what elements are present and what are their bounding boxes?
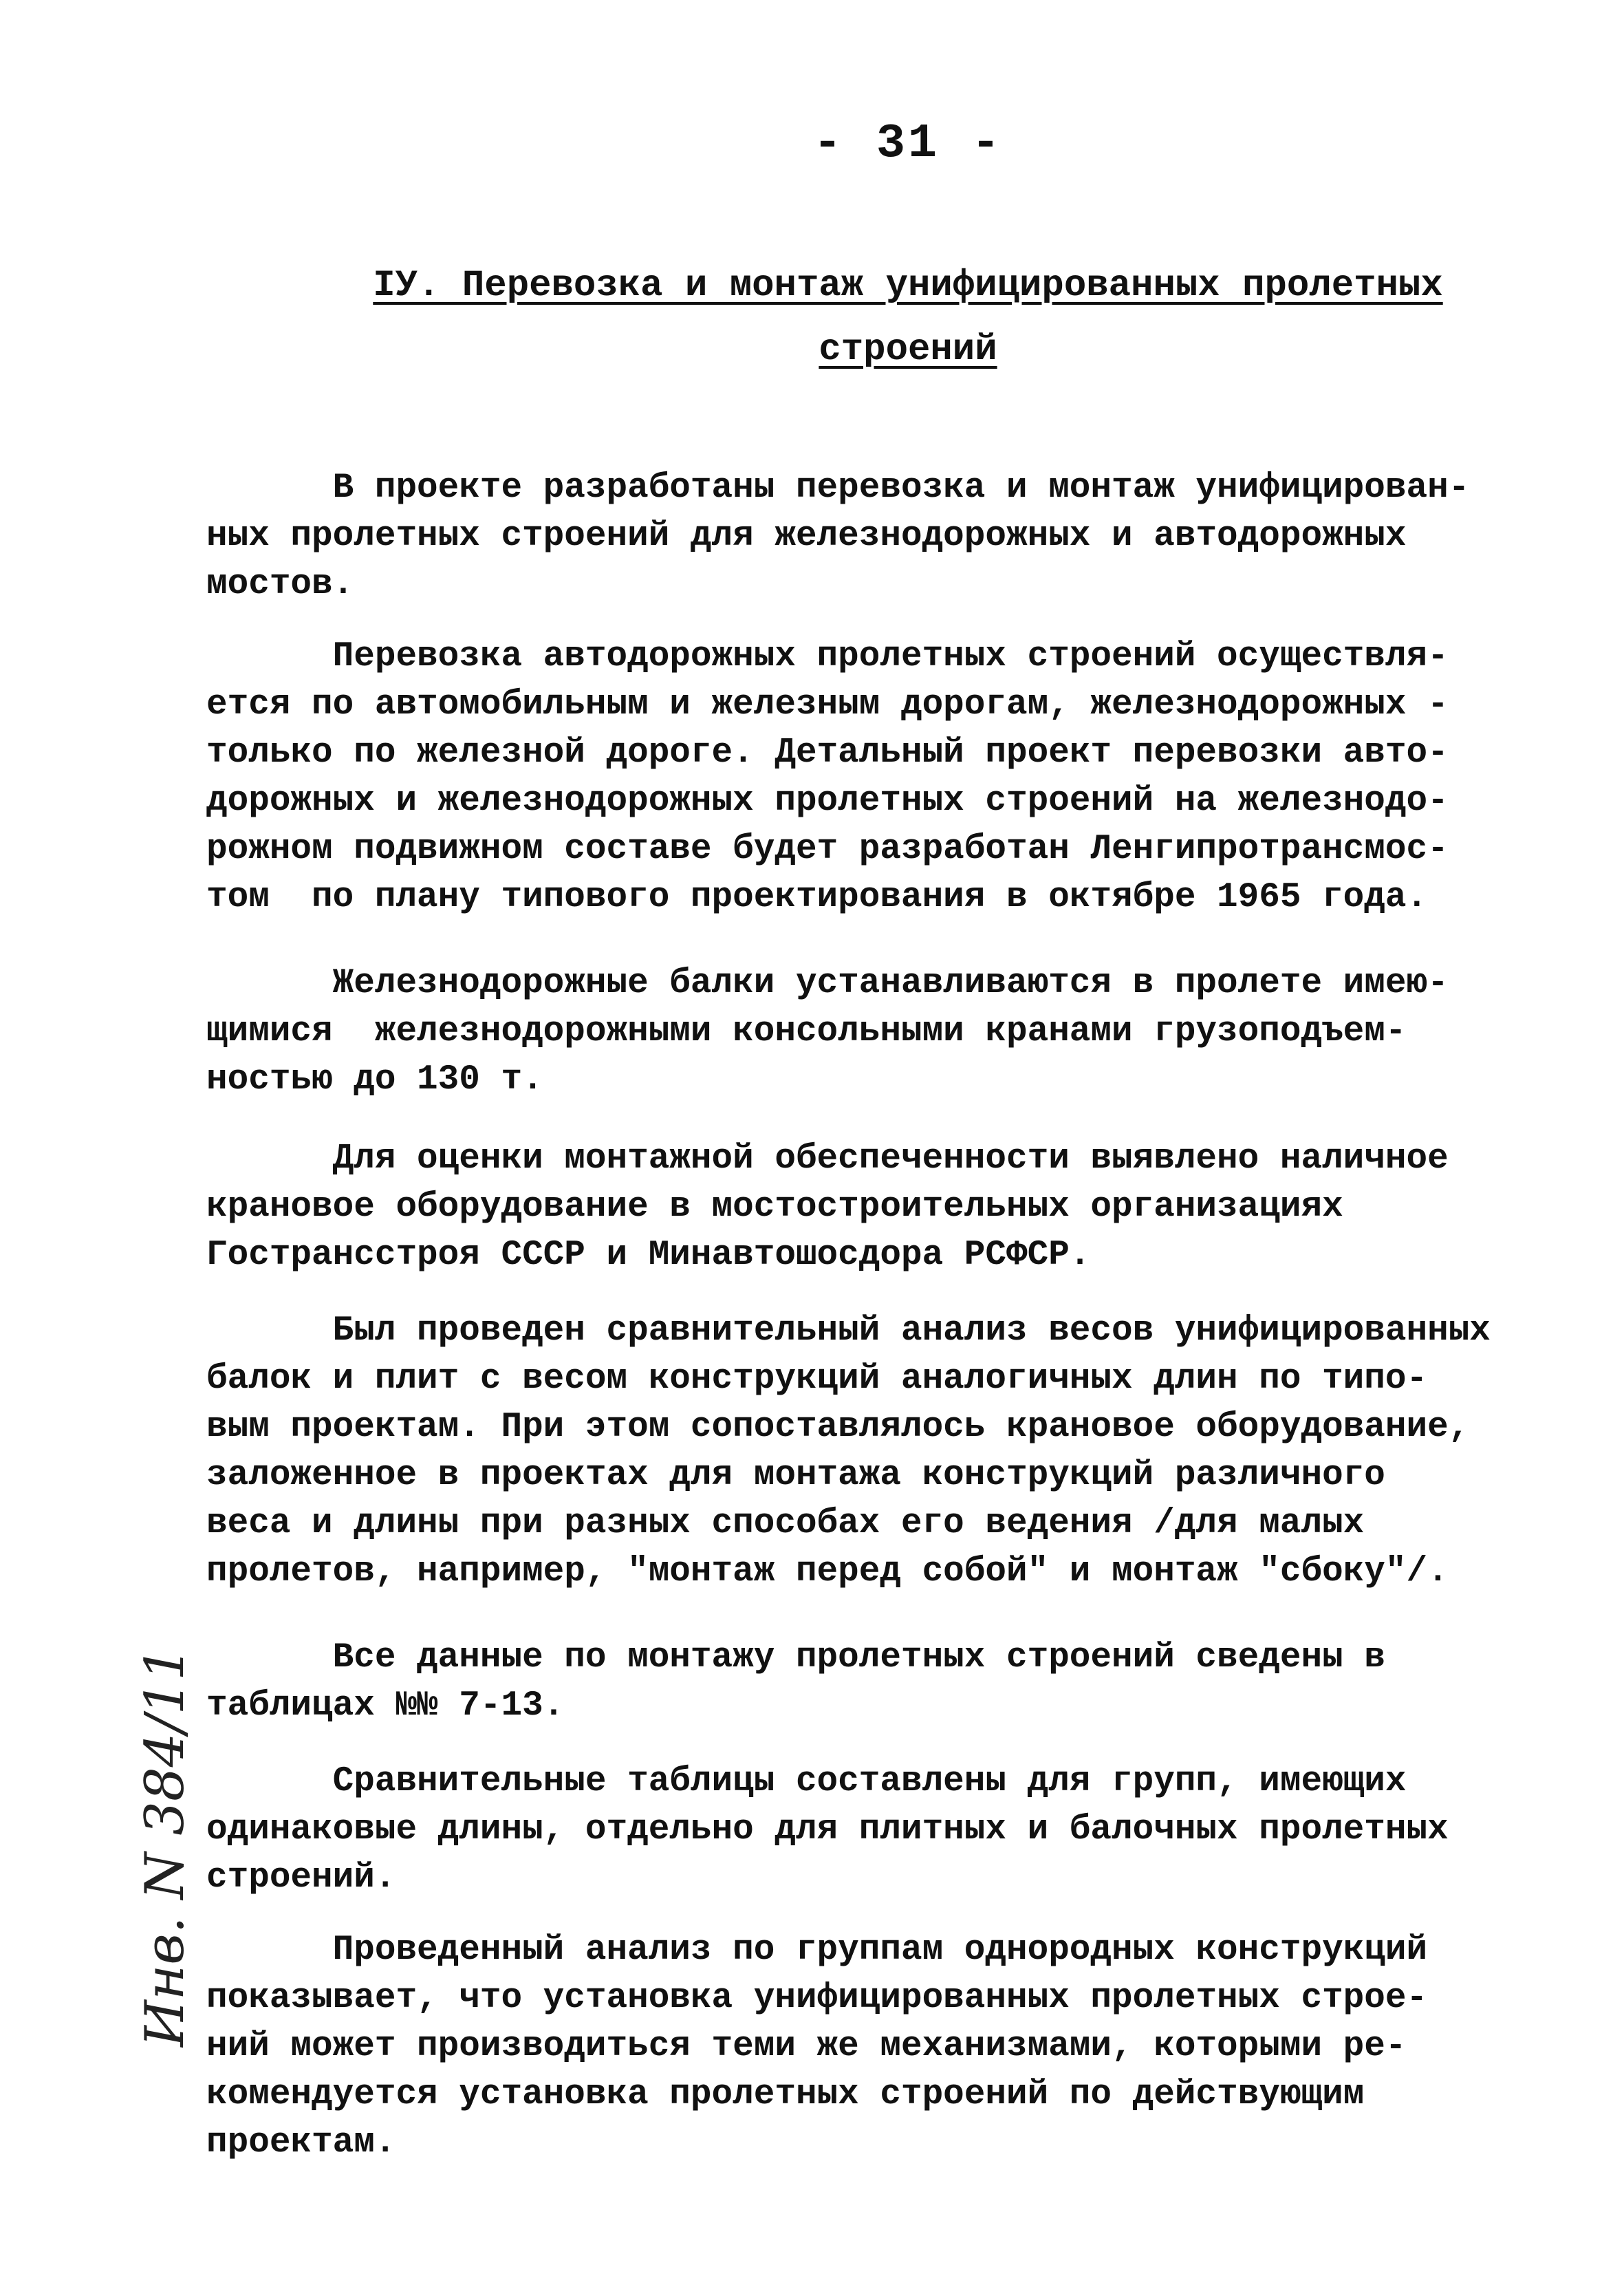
- paragraph-line: проектам.: [206, 2123, 396, 2162]
- paragraph-line: пролетов, например, "монтаж перед собой" и монтаж "сбоку"/.: [206, 1552, 1449, 1591]
- paragraph-line: Для оценки монтажной обеспеченности выявлено наличное: [206, 1139, 1449, 1179]
- paragraph-line: Проведенный анализ по группам однородных конструкций: [206, 1931, 1428, 1970]
- paragraph-line: вым проектам. При этом сопоставлялось крановое оборудование,: [206, 1408, 1470, 1447]
- paragraph-5: [206, 1307, 1500, 1596]
- paragraph-line: крановое оборудование в мостостроительных организациях: [206, 1188, 1343, 1227]
- paragraph-line: строений.: [206, 1858, 396, 1898]
- paragraph-line: Сравнительные таблицы составлены для групп, имеющих: [206, 1762, 1407, 1801]
- inventory-number-note: Инв. N 384/11: [134, 1646, 196, 2047]
- paragraph-6: [206, 1634, 1500, 1730]
- paragraph-2: [206, 633, 1500, 922]
- paragraph-1: [206, 464, 1500, 609]
- paragraph-line: Железнодорожные балки устанавливаются в пролете имею-: [206, 964, 1449, 1003]
- paragraph-line: том по плану типового проектирования в октябре 1965 года.: [206, 878, 1428, 917]
- paragraph-line: только по железной дороге. Детальный проект перевозки авто-: [206, 733, 1449, 773]
- paragraph-line: щимися железнодорожными консольными кранами грузоподъем-: [206, 1012, 1407, 1051]
- paragraph-line: мостов.: [206, 565, 354, 604]
- paragraph-line: таблицах №№ 7-13.: [206, 1686, 565, 1726]
- page-number: - 31 -: [812, 117, 1004, 171]
- paragraph-line: заложенное в проектах для монтажа конструкций различного: [206, 1456, 1385, 1495]
- paragraph-line: ностью до 130 т.: [206, 1060, 543, 1099]
- paragraph-line: комендуется установка пролетных строений по действующим: [206, 2075, 1365, 2114]
- paragraph-line: Гострансстроя СССР и Минавтошосдора РСФСР.: [206, 1236, 1091, 1275]
- paragraph-line: дорожных и железнодорожных пролетных строений на железнодо-: [206, 782, 1449, 821]
- paragraph-7: [206, 1758, 1500, 1902]
- paragraph-8: [206, 1926, 1500, 2167]
- paragraph-line: ных пролетных строений для железнодорожных и автодорожных: [206, 517, 1407, 556]
- paragraph-line: веса и длины при разных способах его ведения /для малых: [206, 1504, 1365, 1543]
- paragraph-line: рожном подвижном составе будет разработан Ленгипротрансмос-: [206, 830, 1449, 869]
- paragraph-line: ний может производиться теми же механизмами, которыми ре-: [206, 2027, 1407, 2066]
- paragraph-line: балок и плит с весом конструкций аналогичных длин по типо-: [206, 1360, 1428, 1399]
- paragraph-line: Все данные по монтажу пролетных строений сведены в: [206, 1638, 1385, 1677]
- paragraph-line: Был проведен сравнительный анализ весов унифицированных: [206, 1311, 1491, 1351]
- paragraph-4: [206, 1135, 1500, 1280]
- paragraph-line: В проекте разработаны перевозка и монтаж унифицирован-: [206, 469, 1470, 508]
- paragraph-line: ется по автомобильным и железным дорогам, железнодорожных -: [206, 685, 1449, 724]
- paragraph-line: Перевозка автодорожных пролетных строений осуществля-: [206, 637, 1449, 676]
- paragraph-line: показывает, что установка унифицированных пролетных строе-: [206, 1979, 1428, 2018]
- paragraph-line: одинаковые длины, отдельно для плитных и балочных пролетных: [206, 1810, 1449, 1849]
- section-heading-line-2: строений: [819, 329, 997, 371]
- section-heading-line-1: IУ. Перевозка и монтаж унифицированных пролетных: [373, 265, 1443, 307]
- paragraph-3: [206, 960, 1500, 1104]
